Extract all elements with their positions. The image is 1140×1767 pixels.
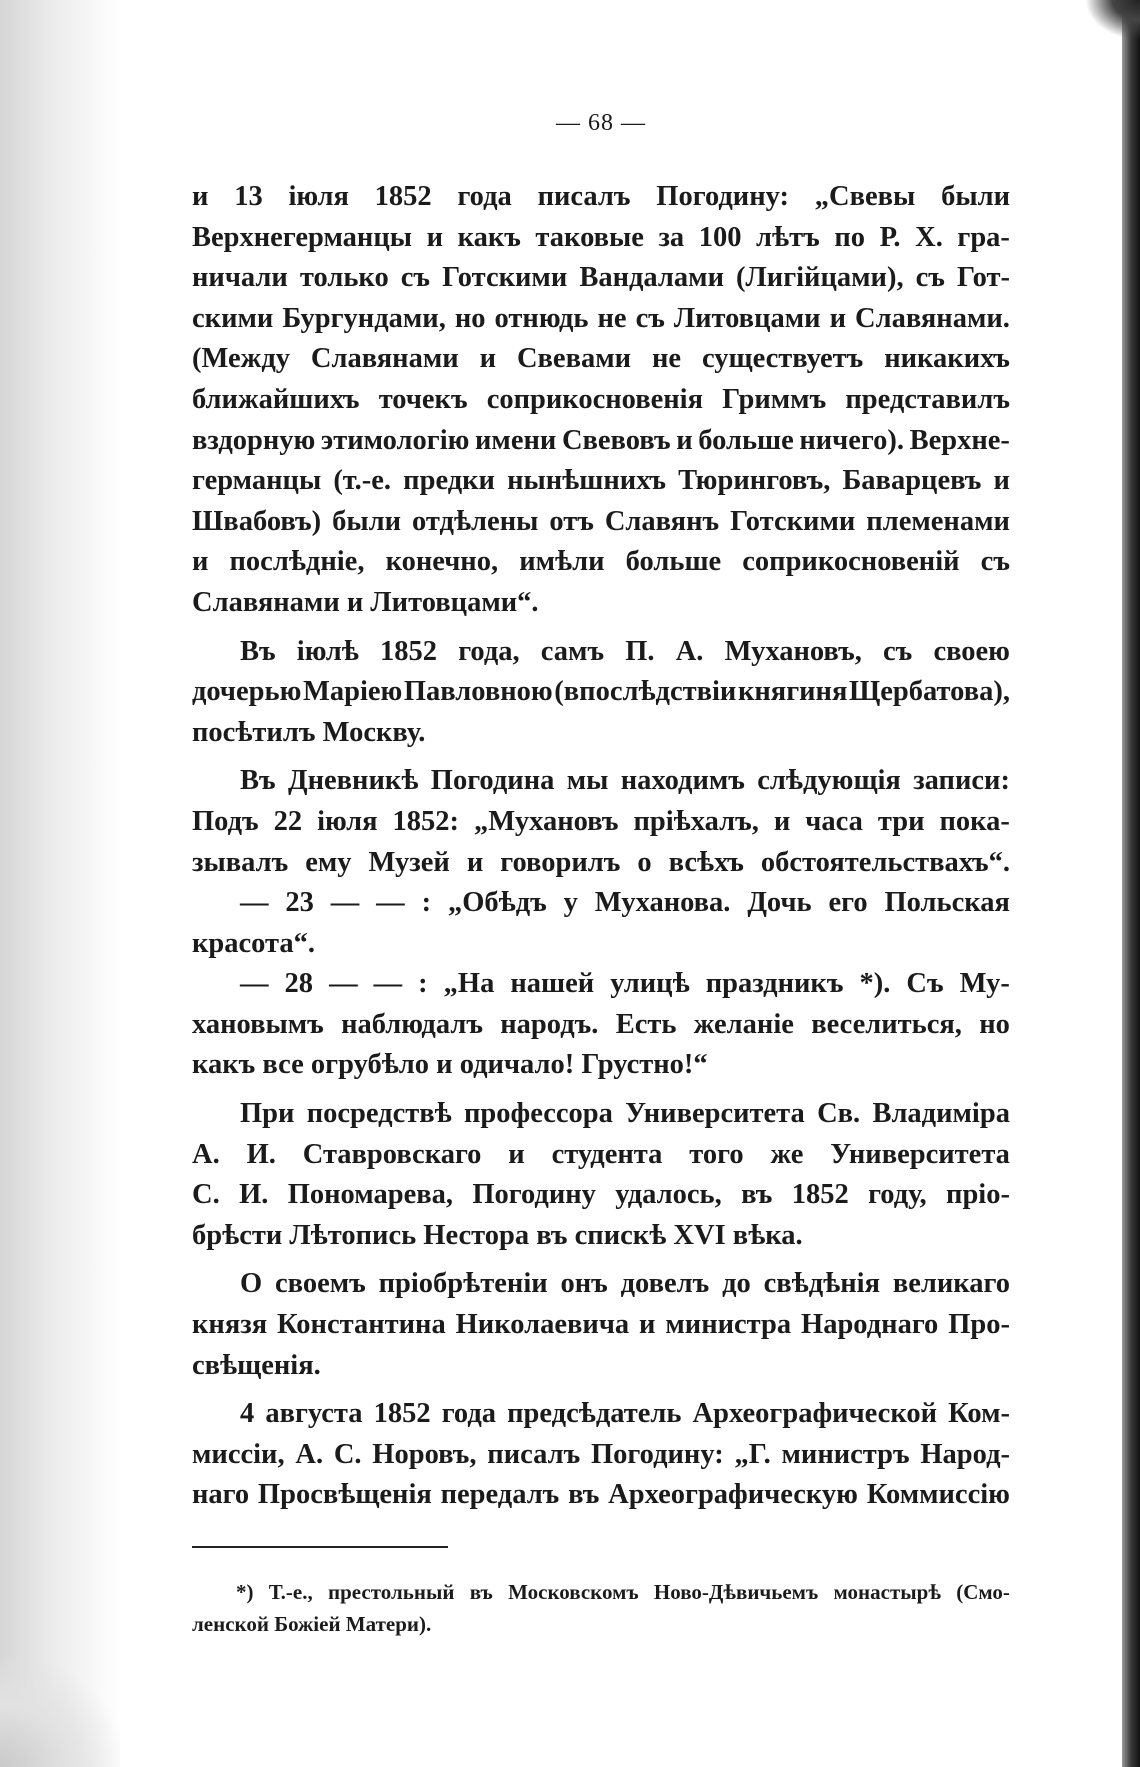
text-line: Славянами и Литовцами“. [192,586,539,618]
word: 13 [234,181,263,212]
word: удалось, [615,1179,722,1211]
word: имѣли [519,546,605,578]
word: и [773,805,791,837]
text-line [192,542,1010,583]
word: своемъ [275,1268,366,1300]
word: пока- [939,805,1010,837]
word: у [563,887,578,919]
word: наблюдалъ [341,1008,483,1040]
word: Литовцами [673,302,821,334]
word: Владиміра [872,1098,1010,1130]
word: и [639,1309,656,1341]
scan-top-corner [1085,0,1140,40]
text-line [192,1264,1010,1305]
text-line [192,964,1010,1005]
word: 1852: [392,805,460,837]
word: съ [400,262,431,294]
book-page [192,110,1010,1640]
word: племенами [866,505,1010,537]
word: Бургундами, [282,302,446,334]
word: его [828,887,868,919]
word: — [376,887,405,919]
word: Т.-е., [268,1580,313,1604]
word: С. [192,1179,220,1211]
word: іюлѣ [296,635,359,667]
word: *). [859,968,891,1000]
word: Му- [959,968,1010,1000]
word: Славянами [310,343,459,375]
word: монастырѣ [833,1580,941,1604]
word: Готскими [730,505,856,537]
word: министръ [781,1438,910,1470]
word: княгиня [737,676,848,708]
word: Подъ [192,805,259,837]
word: года [441,1398,497,1430]
word: нынѣшнихъ [507,465,666,497]
word: больше [625,546,722,578]
word: (Лигійцами), [736,262,904,294]
word: о [637,846,652,878]
word: 23 [285,887,314,919]
word: : [418,968,428,1000]
word: (т.-е. [333,465,392,497]
word: Маріею [302,676,403,708]
word: Погодину: [590,1438,724,1470]
word: какъ [457,221,521,253]
word: три [877,805,925,837]
word: не [597,302,627,334]
word: Археографической [692,1398,938,1430]
word: довелъ [620,1268,710,1300]
word: Мухановъ, [724,635,862,667]
word: дочерью [192,676,302,708]
body-text [192,177,1010,1516]
text-line [192,1305,1010,1346]
word: Дневникѣ [287,765,419,797]
word: ближайшихъ [192,383,360,415]
word: пріобрѣтеніи [378,1268,548,1300]
word: и [676,424,693,456]
word: зывалъ [192,846,289,878]
word: — [373,968,403,1000]
word: П. [625,635,655,667]
word: соприкосновенія [486,383,704,415]
word: И. [246,1138,276,1170]
word: праздникъ [705,968,844,1000]
word: Про- [948,1309,1010,1341]
text-line [192,843,1010,884]
word: Готскими [442,262,568,294]
word: больше [698,424,794,456]
word: года, [458,635,520,667]
footnote [192,1576,1010,1640]
word: Съ [906,968,944,1000]
word: ему [305,846,352,878]
word: Верхнегерманцы [192,221,413,253]
word: И. [239,1179,269,1211]
page-number: — 68 — [556,110,646,136]
word: (Между [192,343,290,375]
word: народъ. [500,1008,599,1040]
word: того [689,1138,744,1170]
word: пріѣхалъ, [633,805,759,837]
word: и [192,546,209,578]
word: въ [469,1580,493,1604]
word: онъ [560,1268,608,1300]
word: Свевами [516,343,632,375]
word: этимологію [320,424,470,456]
text-line [192,461,1010,502]
text-line [192,1394,1010,1435]
word: записи: [913,765,1010,797]
word: съ [915,262,945,294]
word: 1852 [791,1179,849,1211]
word: Гот- [956,262,1010,294]
word: Погодина [430,765,555,797]
scan-right-edge [1122,0,1140,1767]
word: съ [883,635,913,667]
word: Славянъ [604,505,720,537]
word: только [299,262,389,294]
word: іюля [288,181,349,212]
word: Баварцевъ [842,465,982,497]
text-line [192,421,1010,462]
word: Верхне- [909,424,1010,456]
footnote-line [192,1576,1010,1608]
word: же [770,1138,804,1170]
word: Славянами. [855,302,1010,334]
word: самъ [540,635,605,667]
word: Въ [240,635,276,667]
word: въ [568,1479,600,1511]
text-line [192,632,1010,673]
word: существуетъ [701,343,864,375]
word: Въ [240,765,276,797]
word: Норовъ, [372,1438,477,1470]
word: Дочь [747,887,812,919]
word: Николаевича [455,1309,630,1341]
word: писалъ [537,181,631,212]
word: 22 [273,805,303,837]
text-line [192,299,1010,340]
footnote-line: ленской Божіей Матери). [192,1612,432,1636]
word: отъ [549,505,594,537]
word: министра [665,1309,792,1341]
word: 28 [284,968,314,1000]
word: Археографическую [608,1479,858,1511]
word: года [457,181,512,212]
word: іюля [317,805,378,837]
text-line [192,258,1010,299]
word: Тюринговъ, [678,465,831,497]
word: миссіи, [192,1438,285,1470]
word: конечно, [385,546,499,578]
word: и [192,181,209,212]
word: Погодину: [656,181,789,212]
word: по [834,221,865,253]
text-line: посѣтилъ Москву. [192,716,426,748]
text-line [192,1475,1010,1516]
word: были [941,181,1010,212]
word: Константина [277,1309,446,1341]
word: Московскомъ [508,1580,639,1604]
word: Х. [915,221,943,253]
word: 1852 [374,181,432,212]
word: ничего). [799,424,904,456]
word: Гриммъ [722,383,827,415]
word: С. [333,1438,362,1470]
text-line [192,1435,1010,1476]
word: Ново-Дѣвичьемъ [653,1580,819,1604]
word: Университета [625,1098,805,1130]
word: съ [635,302,665,334]
word: соприкосновеній [742,546,960,578]
word: — [329,968,358,1000]
word: — [240,887,269,919]
word: посредствѣ [306,1098,452,1130]
word: улицѣ [610,968,690,1000]
word: наго [192,1479,250,1511]
word: О [240,1268,263,1300]
text-line: красота“. [192,927,316,959]
word: профессора [464,1098,613,1130]
text-line [192,177,1010,218]
text-line [192,380,1010,421]
word: послѣдніе, [229,546,365,578]
word: и [479,343,497,375]
word: веселиться, [811,1008,962,1040]
word: предсѣдатель [507,1398,682,1430]
word: не [651,343,682,375]
word: — [330,887,360,919]
word: „Г. [734,1438,771,1470]
word: : [421,887,432,919]
word: находимъ [620,765,745,797]
word: отнюдь [494,302,589,334]
word: Есть [615,1008,677,1040]
word: нашей [510,968,595,1000]
word: Ставровскаго [302,1138,482,1170]
word: Павловною [403,676,553,708]
word: Просвѣщенія [257,1479,432,1511]
text-line [192,672,1010,713]
word: хановымъ [192,1008,324,1040]
text-line [192,802,1010,843]
word: 100 [698,221,742,253]
word: мы [566,765,609,797]
word: „Мухановъ [474,805,619,837]
text-line: какъ все огрубѣло и одичало! Грустно!“ [192,1049,708,1081]
word: (Смо- [956,1580,1010,1604]
word: студента [551,1138,663,1170]
word: говорилъ [500,846,621,878]
text-line [192,218,1010,259]
text-line [192,1094,1010,1135]
word: и [508,1138,525,1170]
word: Швабовъ) [192,505,322,537]
word: престольный [328,1580,455,1604]
word: Муханова. [594,887,731,919]
word: но [979,1008,1010,1040]
word: Университета [830,1138,1010,1170]
word: Народ- [920,1438,1010,1470]
word: Ком- [948,1398,1010,1430]
word: князя [192,1309,268,1341]
word: (впослѣдствіи [554,676,737,708]
text-line [192,1135,1010,1176]
word: предки [403,465,495,497]
word: писалъ [487,1438,581,1470]
word: При [240,1098,295,1130]
word: своею [933,635,1010,667]
word: никакихъ [884,343,1010,375]
text-line [192,883,1010,924]
word: скими [192,302,274,334]
word: лѣтъ [756,221,820,253]
text-line [192,502,1010,543]
word: таковые [535,221,644,253]
word: слѣдующія [757,765,901,797]
word: передалъ [440,1479,560,1511]
word: часа [805,805,863,837]
word: всѣхъ [668,846,744,878]
word: А. [295,1438,324,1470]
text-line [192,1175,1010,1216]
word: имени [475,424,557,456]
word: и [829,302,847,334]
word: Музей [368,846,450,878]
word: Свевовъ [561,424,671,456]
scan-left-shadow [0,0,120,1767]
word: Вандалами [579,262,724,294]
word: *) [236,1580,254,1604]
text-line [192,761,1010,802]
word: Народнаго [801,1309,939,1341]
word: были [332,505,402,537]
word: Щербатова), [848,676,1010,708]
word: съ [980,546,1010,578]
word: и [426,221,444,253]
word: въ [741,1179,773,1211]
word: августа [265,1398,363,1430]
word: Пономарева, [287,1179,453,1211]
word: пріо- [946,1179,1010,1211]
word: желаніе [693,1008,794,1040]
text-line [192,339,1010,380]
word: Погодину [472,1179,596,1211]
word: свѣдѣнія [763,1268,880,1300]
word: вздорную [192,424,316,456]
word: 1852 [373,1398,431,1430]
word: гра- [957,221,1010,253]
word: — [240,968,269,1000]
word: представилъ [845,383,1010,415]
word: точекъ [378,383,468,415]
word: „Свевы [814,181,916,212]
word: до [722,1268,751,1300]
word: отдѣлены [412,505,539,537]
word: году, [868,1179,927,1211]
word: А. [192,1138,220,1170]
word: А. [675,635,704,667]
word: Польская [884,887,1010,919]
word: великаго [892,1268,1010,1300]
word: Коммиссію [866,1479,1010,1511]
word: но [454,302,486,334]
word: Св. [817,1098,861,1130]
word: 1852 [380,635,438,667]
word: Р. [879,221,901,253]
footnote-divider [192,1546,448,1548]
text-line [192,1005,1010,1046]
word: германцы [192,465,322,497]
word: ничали [192,262,288,294]
word: „Обѣдъ [447,887,547,919]
word: 4 [240,1398,255,1430]
word: „На [443,968,495,1000]
word: за [658,221,685,253]
text-line: брѣсти Лѣтопись Нестора въ спискѣ XVI вѣка. [192,1219,803,1251]
word: и [993,465,1010,497]
word: обстоятельствахъ“. [760,846,1010,878]
word: и [466,846,484,878]
text-line: свѣщенія. [192,1349,321,1381]
scan-left-blob [0,1657,120,1767]
